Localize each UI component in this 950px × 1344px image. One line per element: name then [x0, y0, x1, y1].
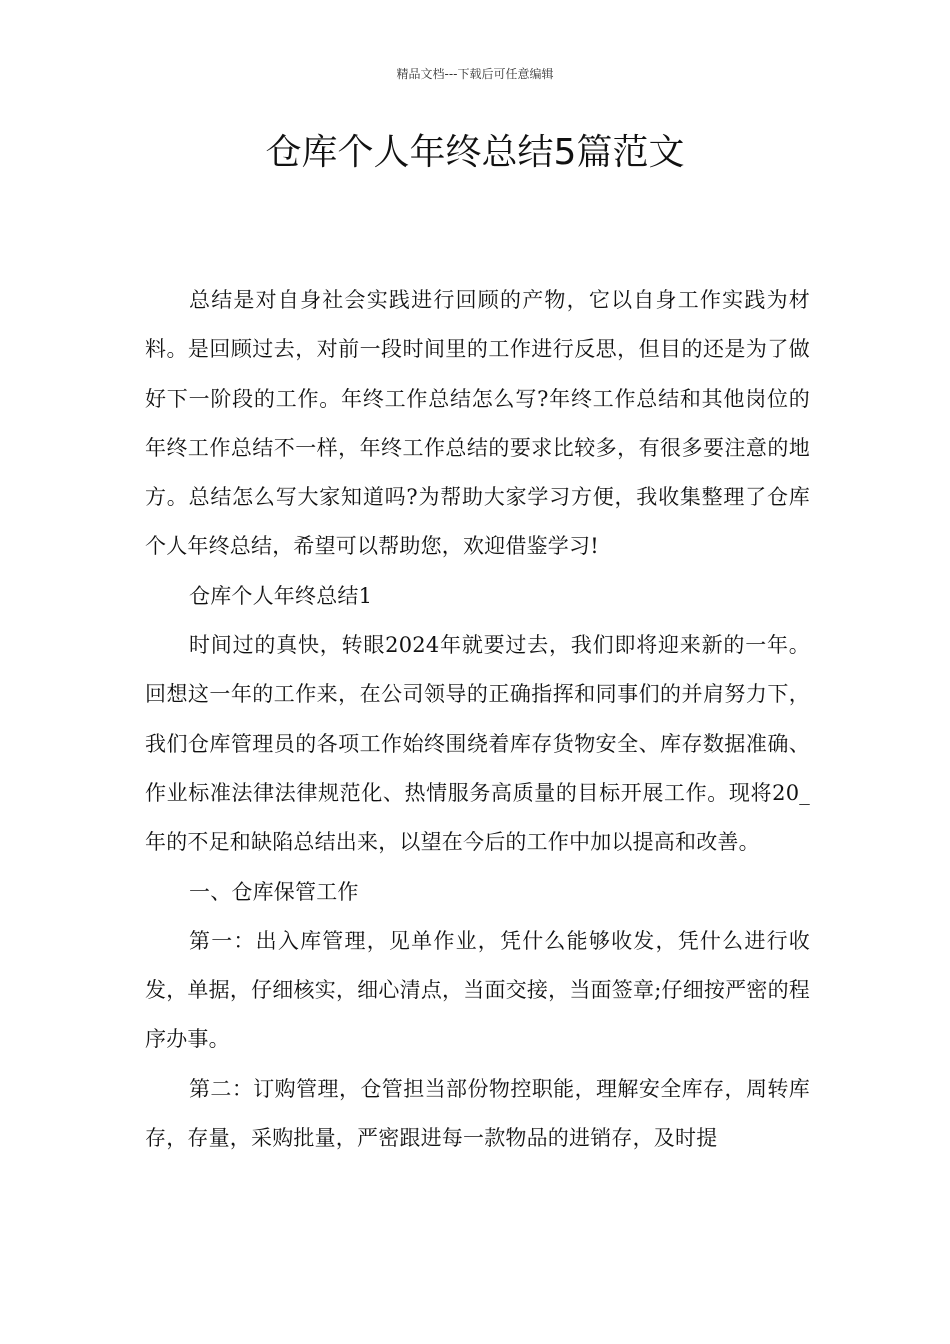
- section-heading-warehouse-custody: 一、仓库保管工作: [189, 879, 359, 904]
- header-watermark: 精品文档---下载后可任意编辑: [396, 67, 554, 81]
- document-title: 仓库个人年终总结5篇范文: [265, 132, 685, 173]
- section-heading-summary-1: 仓库个人年终总结1: [189, 583, 373, 608]
- intro-paragraph: 总结是对自身社会实践进行回顾的产物，它以自身工作实践为材料。是回顾过去，对前一段时间里的工作进行反思，但目的还是为了做好下一阶段的工作。年终工作总结怎么写?年终工作总结和其他岗位的年终工作总结不一样，年终工作总结的要求比较多，有很多要注意的地方。总结怎么写大家知道吗?为帮助大家学习方便，我收集整理了仓库个人年终总结，希望可以帮助您，欢迎借鉴学习!: [145, 288, 810, 559]
- document-body: [145, 276, 810, 1163]
- point-2-paragraph: 第二：订购管理，仓管担当部份物控职能，理解安全库存，周转库存，存量，采购批量，严密跟进每一款物品的进销存，及时提: [145, 1076, 810, 1151]
- summary-1-paragraph: 时间过的真快，转眼2024年就要过去，我们即将迎来新的一年。回想这一年的工作来，在公司领导的正确指挥和同事们的并肩努力下，我们仓库管理员的各项工作始终围绕着库存货物安全、库存数据准确、作业标准法律法律规范化、热情服务高质量的目标开展工作。现将20_年的不足和缺陷总结出来，以望在今后的工作中加以提高和改善。: [145, 633, 810, 855]
- point-1-paragraph: 第一：出入库管理，见单作业，凭什么能够收发，凭什么进行收发，单据，仔细核实，细心清点，当面交接，当面签章;仔细按严密的程序办事。: [145, 928, 810, 1052]
